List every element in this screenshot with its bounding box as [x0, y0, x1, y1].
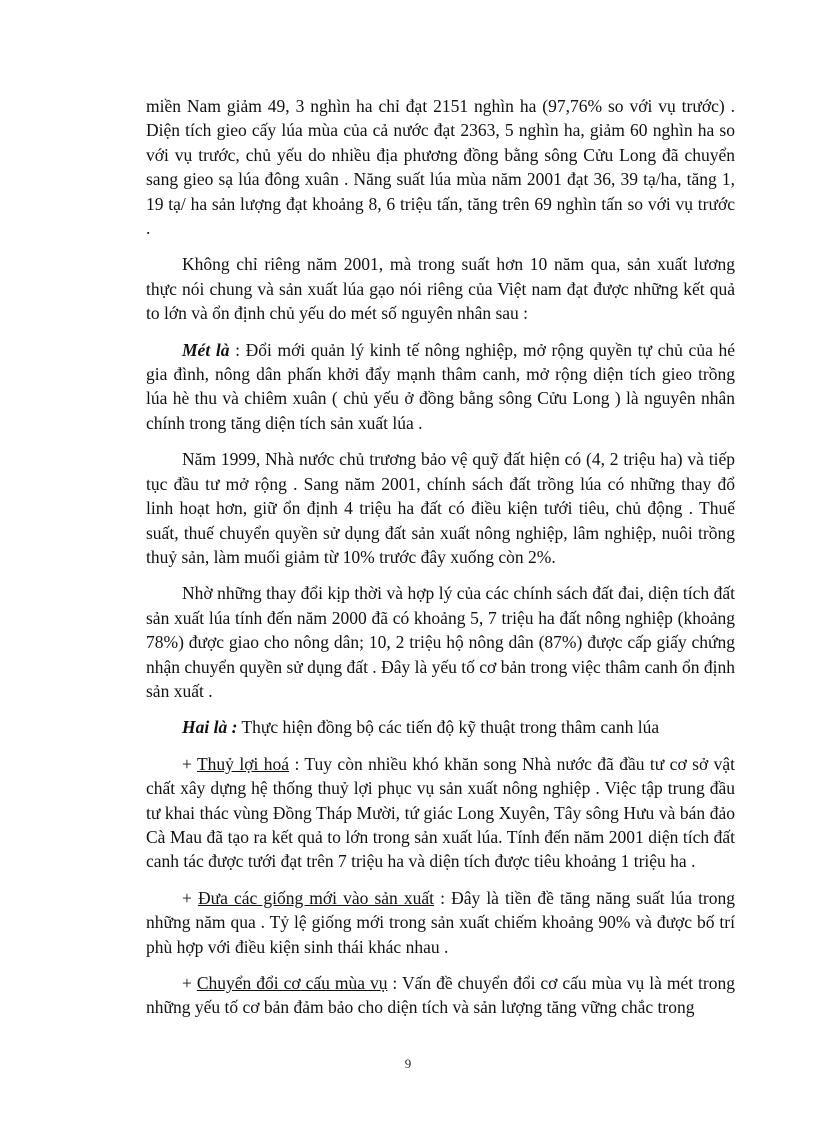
paragraph-causes-intro	[146, 252, 735, 325]
paragraph-text: Nhờ những thay đổi kịp thời và hợp lý của các chính sách đất đai, diện tích đất sản xuất lúa tính đến năm 2000 đã có khoảng 5, 7 triệu ha đất nông nghiệp (khoảng 78%) được giao cho nông dân; 10, 2 triệu hộ nông dân (87%) được cấp giấy chứng nhận chuyển quyền sử dụng đất . Đây là yếu tố cơ bản trong việc thâm canh ổn định sản xuất .	[146, 583, 735, 701]
page-number: 9	[404, 1056, 412, 1071]
paragraph-crop-structure	[146, 971, 735, 1020]
bullet-prefix: +	[182, 887, 198, 908]
bullet-prefix: +	[182, 973, 197, 993]
paragraph-land-policy	[146, 447, 735, 569]
paragraph-label: Hai là :	[182, 717, 238, 738]
paragraph-text: Thực hiện đồng bộ các tiến độ kỹ thuật trong thâm canh lúa	[237, 717, 660, 738]
paragraph-continuation	[146, 94, 735, 240]
paragraph-new-varieties	[146, 886, 735, 959]
bullet-heading: Chuyển đổi cơ cấu mùa vụ	[196, 973, 388, 993]
paragraph-label: Mét là	[182, 339, 230, 360]
paragraph-first-cause	[146, 338, 735, 436]
document-body	[146, 94, 735, 1032]
paragraph-text: Không chỉ riêng năm 2001, mà trong suất hơn 10 năm qua, sản xuất lương thực nói chung và sản xuất lúa gạo nói riêng của Việt nam đạt được những kết quả to lớn và ổn định chủ yếu do mét số nguyên nhân sau :	[146, 254, 735, 324]
bullet-heading: Đưa các giống mới vào sản xuất	[197, 887, 435, 908]
paragraph-second-cause	[146, 715, 735, 739]
paragraph-text: : Vấn đề chuyển đổi cơ cấu mùa vụ là mét trong những yếu tố cơ bản đảm bảo cho diện tích và sản lượng tăng vững chắc trong	[146, 973, 735, 1018]
bullet-prefix: +	[182, 753, 197, 774]
paragraph-text: Năm 1999, Nhà nước chủ trương bảo vệ quỹ đất hiện có (4, 2 triệu ha) và tiếp tục đầu tư mở rộng . Sang năm 2001, chính sách đất trồng lúa có những thay đổ linh hoạt hơn, giữ ổn định 4 triệu ha đất có điều kiện tưới tiêu, chủ động . Thuế suất, thuế chuyển quyền sử dụng đất sản xuất nông nghiệp, lâm nghiệp, nuôi trồng thuỷ sản, làm muối giảm từ 10% trước đây xuống còn 2%.	[146, 449, 735, 567]
paragraph-text: : Đây là tiền đề tăng năng suất lúa trong những năm qua . Tỷ lệ giống mới trong sản xuất chiếm khoảng 90% và được bố trí phù hợp với điều kiện sinh thái khác nhau .	[146, 887, 736, 957]
paragraph-text: : Đổi mới quản lý kinh tế nông nghiệp, mở rộng quyền tự chủ của hé gia đình, nông dân phấn khởi đẩy mạnh thâm canh, mở rộng diện tích gieo trồng lúa hè thu và chiêm xuân ( chủ yếu ở đồng bằng sông Cửu Long ) là nguyên nhân chính trong tăng diện tích sản xuất lúa .	[146, 339, 736, 433]
paragraph-irrigation	[146, 752, 735, 874]
paragraph-text: miền Nam giảm 49, 3 nghìn ha chỉ đạt 2151 nghìn ha (97,76% so với vụ trước) . Diện tích gieo cấy lúa mùa của cả nước đạt 2363, 5 nghìn ha, giảm 60 nghìn ha so với vụ trước, chủ yếu do nhiều địa phương đồng bằng sông Cửu Long đã chuyển sang gieo sạ lúa đông xuân . Năng suất lúa mùa năm 2001 đạt 36, 39 tạ/ha, tăng 1, 19 tạ/ ha sản lượng đạt khoảng 8, 6 triệu tấn, tăng trên 69 nghìn tấn so với vụ trước .	[146, 96, 735, 239]
bullet-heading: Thuỷ lợi hoá	[196, 753, 290, 774]
paragraph-text: : Tuy còn nhiều khó khăn song Nhà nước đã đầu tư cơ sở vật chất xây dựng hệ thống thuỷ lợi phục vụ sản xuất nông nghiệp . Việc tập trung đầu tư khai thác vùng Đồng Tháp Mười, tứ giác Long Xuyên, Tây sông Hưu và bán đảo Cà Mau đã tạo ra kết quả to lớn trong sản xuất lúa. Tính đến năm 2001 diện tích đất canh tác được tưới đạt trên 7 triệu ha và diện tích được tiêu khoảng 1 triệu ha .	[146, 753, 736, 872]
paragraph-land-allocation	[146, 581, 735, 703]
